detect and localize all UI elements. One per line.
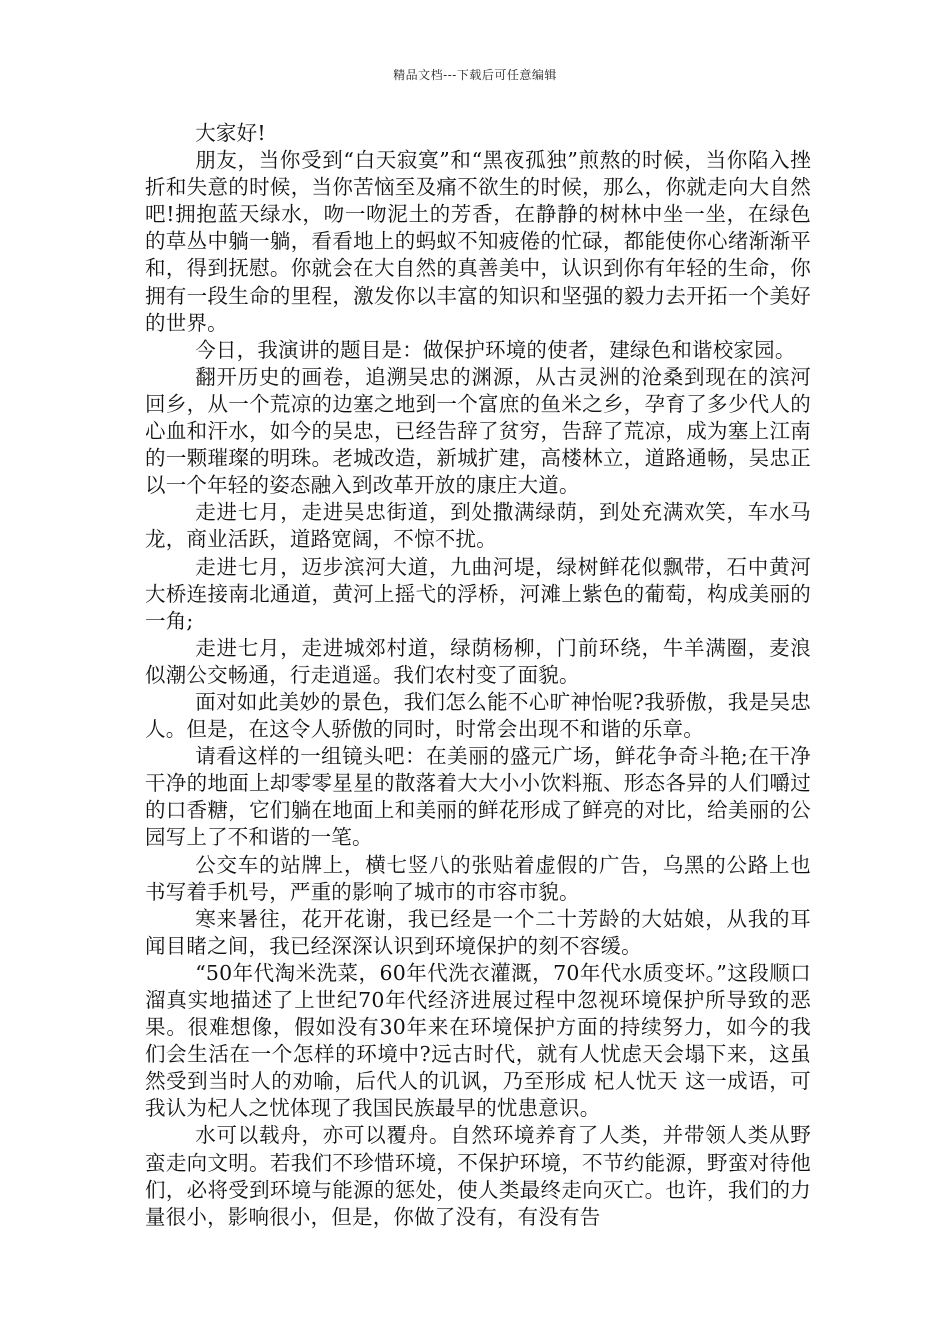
- paragraph: 请看这样的一组镜头吧：在美丽的盛元广场，鲜花争奇斗艳;在干净干净的地面上却零零星星的散落着大大小小饮料瓶、形态各异的人们嚼过的口香糖，它们躺在地面上和美丽的鲜花形成了鲜亮的对比，给美丽的公园写上了不和谐的一笔。: [145, 744, 811, 850]
- document-body: [145, 120, 811, 1231]
- paragraph: 今日，我演讲的题目是：做保护环境的使者，建绿色和谐校家园。: [195, 337, 796, 362]
- paragraph: 翻开历史的画卷，追溯吴忠的渊源，从古灵洲的沧桑到现在的滨河回乡，从一个荒凉的边塞之地到一个富庶的鱼米之乡，孕育了多少代人的心血和汗水，如今的吴忠，已经告辞了贫穷，告辞了荒凉，成为塞上江南的一颗璀璨的明珠。老城改造，新城扩建，高楼林立，道路通畅，吴忠正以一个年轻的姿态融入到改革开放的康庄大道。: [145, 364, 811, 498]
- paragraph: 走进七月，迈步滨河大道，九曲河堤，绿树鲜花似飘带，石中黄河大桥连接南北通道，黄河上摇弋的浮桥，河滩上紫色的葡萄，构成美丽的一角;: [145, 554, 811, 633]
- paragraph: 水可以载舟，亦可以覆舟。自然环境养育了人类，并带领人类从野蛮走向文明。若我们不珍惜环境，不保护环境，不节约能源，野蛮对待他们，必将受到环境与能源的惩处，使人类最终走向灭亡。也许，我们的力量很小，影响很小，但是，你做了没有，有没有告: [145, 1123, 811, 1229]
- paragraph: 寒来暑往，花开花谢，我已经是一个二十芳龄的大姑娘，从我的耳闻目睹之间，我已经深深认识到环境保护的刻不容缓。: [145, 906, 811, 958]
- paragraph-greeting: 大家好!: [195, 121, 266, 145]
- paragraph: 走进七月，走进吴忠街道，到处撒满绿荫，到处充满欢笑，车水马龙，商业活跃，道路宽阔，不惊不扰。: [145, 500, 811, 552]
- page-header: 精品文档---下载后可任意编辑: [393, 68, 557, 82]
- paragraph: 朋友，当你受到“白天寂寞”和“黑夜孤独”煎熬的时候，当你陷入挫折和失意的时候，当你苦恼至及痛不欲生的时候，那么，你就走向大自然吧!拥抱蓝天绿水，吻一吻泥土的芳香，在静静的树林中坐一坐，在绿色的草丛中躺一躺，看看地上的蚂蚁不知疲倦的忙碌，都能使你心绪渐渐平和，得到抚慰。你就会在大自然的真善美中，认识到你有年轻的生命，你拥有一段生命的里程，激发你以丰富的知识和坚强的毅力去开拓一个美好的世界。: [145, 148, 811, 335]
- paragraph: 走进七月，走进城郊村道，绿荫杨柳，门前环绕，牛羊满圈，麦浪似潮公交畅通，行走逍遥。我们农村变了面貌。: [145, 635, 811, 687]
- paragraph: 公交车的站牌上，横七竖八的张贴着虚假的广告，乌黑的公路上也书写着手机号，严重的影响了城市的市容市貌。: [145, 852, 811, 904]
- paragraph: “50年代淘米洗菜，60年代洗衣灌溉，70年代水质变坏。”这段顺口溜真实地描述了上世纪70年代经济进展过程中忽视环境保护所导致的恶果。很难想像，假如没有30年来在环境保护方面的持续努力，如今的我们会生活在一个怎样的环境中?远古时代，就有人忧虑天会塌下来，这虽然受到当时人的劝喻，后代人的讥讽，乃至形成 杞人忧天 这一成语，可我认为杞人之忧体现了我国民族最早的忧患意识。: [145, 960, 811, 1121]
- paragraph: 面对如此美妙的景色，我们怎么能不心旷神怡呢?我骄傲，我是吴忠人。但是，在这令人骄傲的同时，时常会出现不和谐的乐章。: [145, 689, 811, 742]
